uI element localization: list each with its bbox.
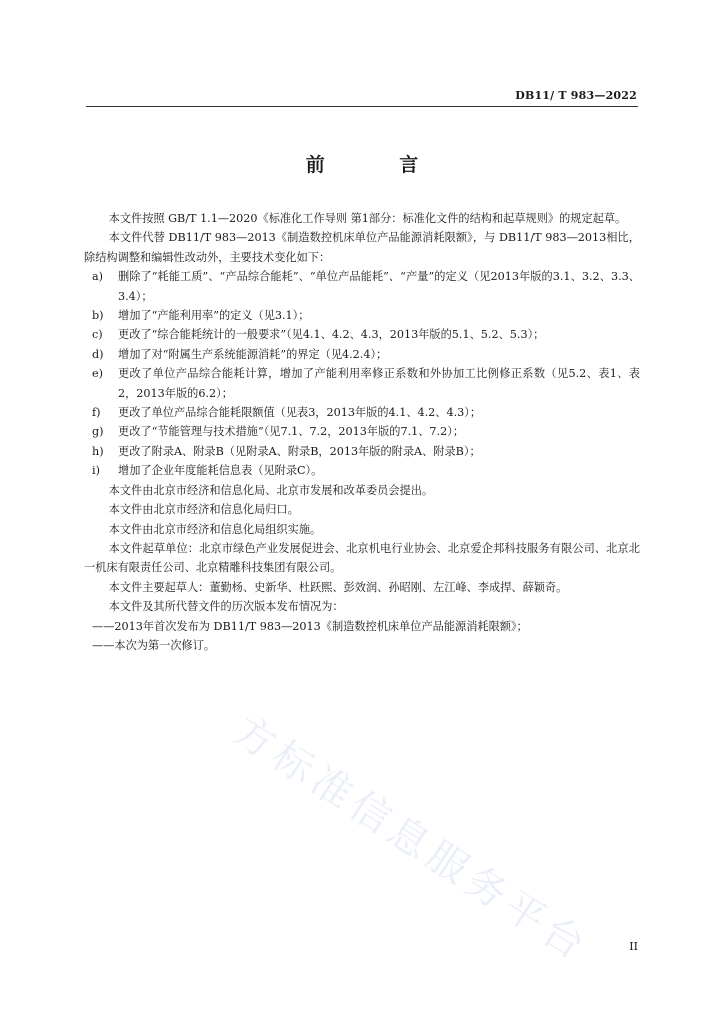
foreword-body (84, 209, 640, 655)
list-item (84, 461, 640, 480)
list-item-label: c) (92, 328, 103, 342)
history-item: ——2013年首次发布为 DB11/T 983—2013《制造数控机床单位产品能源消耗限额》； (92, 619, 528, 633)
list-item (84, 403, 640, 422)
list-item (84, 325, 640, 344)
list-item-text: 增加了企业年度能耗信息表（见附录C）。 (118, 464, 323, 478)
history-item: ——本次为第一次修订。 (92, 638, 216, 652)
list-item-label: g) (92, 425, 104, 439)
list-item (84, 364, 640, 403)
list-item (84, 442, 640, 461)
list-item-label: d) (92, 347, 104, 361)
list-item (84, 267, 640, 306)
list-item-label: a) (92, 270, 104, 284)
paragraph-drafters: 本文件主要起草人：董勤杨、史新华、杜跃熙、彭效润、孙昭刚、左江峰、李成捍、薛颖奇。 (108, 580, 568, 594)
list-item-label: h) (92, 444, 104, 458)
paragraph-proposed-by: 本文件由北京市经济和信息化局、北京市发展和改革委员会提出。 (108, 483, 434, 497)
paragraph-drafting-units: 本文件起草单位：北京市绿色产业发展促进会、北京机电行业协会、北京爱企邦科技服务有限公司、北京北一机床有限责任公司、北京精雕科技集团有限公司。 (84, 541, 640, 575)
paragraph-implemented-by: 本文件由北京市经济和信息化局组织实施。 (108, 522, 322, 536)
list-item-label: i) (92, 464, 100, 478)
list-item (84, 306, 640, 325)
list-item-label: e) (92, 367, 103, 381)
header-divider (86, 106, 638, 107)
changes-list (84, 267, 640, 480)
list-item-text: 增加了对“附属生产系统能源消耗”的界定（见4.2.4）； (118, 347, 388, 361)
page-number: II (629, 940, 638, 953)
list-item-text: 增加了“产能利用率”的定义（见3.1）； (118, 309, 310, 323)
paragraph-history-intro: 本文件及其所代替文件的历次版本发布情况为： (108, 600, 344, 614)
list-item-text: 更改了附录A、附录B（见附录A、附录B，2013年版的附录A、附录B）； (118, 444, 481, 458)
list-item-text: 更改了“综合能耗统计的一般要求”（见4.1、4.2、4.3，2013年版的5.1、5.2、5.3）； (118, 328, 545, 342)
list-item-text: 更改了单位产品综合能耗限额值（见表3，2013年版的4.1、4.2、4.3）； (118, 406, 482, 420)
list-item-text: 删除了“耗能工质”、“产品综合能耗”、“单位产品能耗”、“产量”的定义（见2013年版的3.1、3.2、3.3、3.4）； (118, 270, 640, 303)
watermark: 方标准信息服务平台 (225, 707, 598, 972)
list-item (84, 422, 640, 441)
paragraph-centralized-by: 本文件由北京市经济和信息化局归口。 (108, 503, 299, 517)
list-item-text: 更改了单位产品综合能耗计算，增加了产能利用率修正系数和外协加工比例修正系数（见5.2、表1、表2，2013年版的6.2）； (118, 367, 640, 400)
list-item (84, 345, 640, 364)
list-item-label: b) (92, 309, 104, 323)
list-item-text: 更改了“节能管理与技术措施”（见7.1、7.2，2013年版的7.1、7.2）； (118, 425, 465, 439)
paragraph-replacement: 本文件代替 DB11/T 983—2013《制造数控机床单位产品能源消耗限额》，与 DB11/T 983—2013相比，除结构调整和编辑性改动外，主要技术变化如下： (84, 231, 640, 264)
paragraph-drafting-rules: 本文件按照 GB/T 1.1—2020《标准化工作导则 第1部分：标准化文件的结构和起草规则》的规定起草。 (108, 212, 627, 225)
list-item-label: f) (92, 406, 101, 420)
document-code: DB11/ T 983—2022 (515, 89, 637, 102)
page-title: 前 言 (305, 154, 453, 176)
